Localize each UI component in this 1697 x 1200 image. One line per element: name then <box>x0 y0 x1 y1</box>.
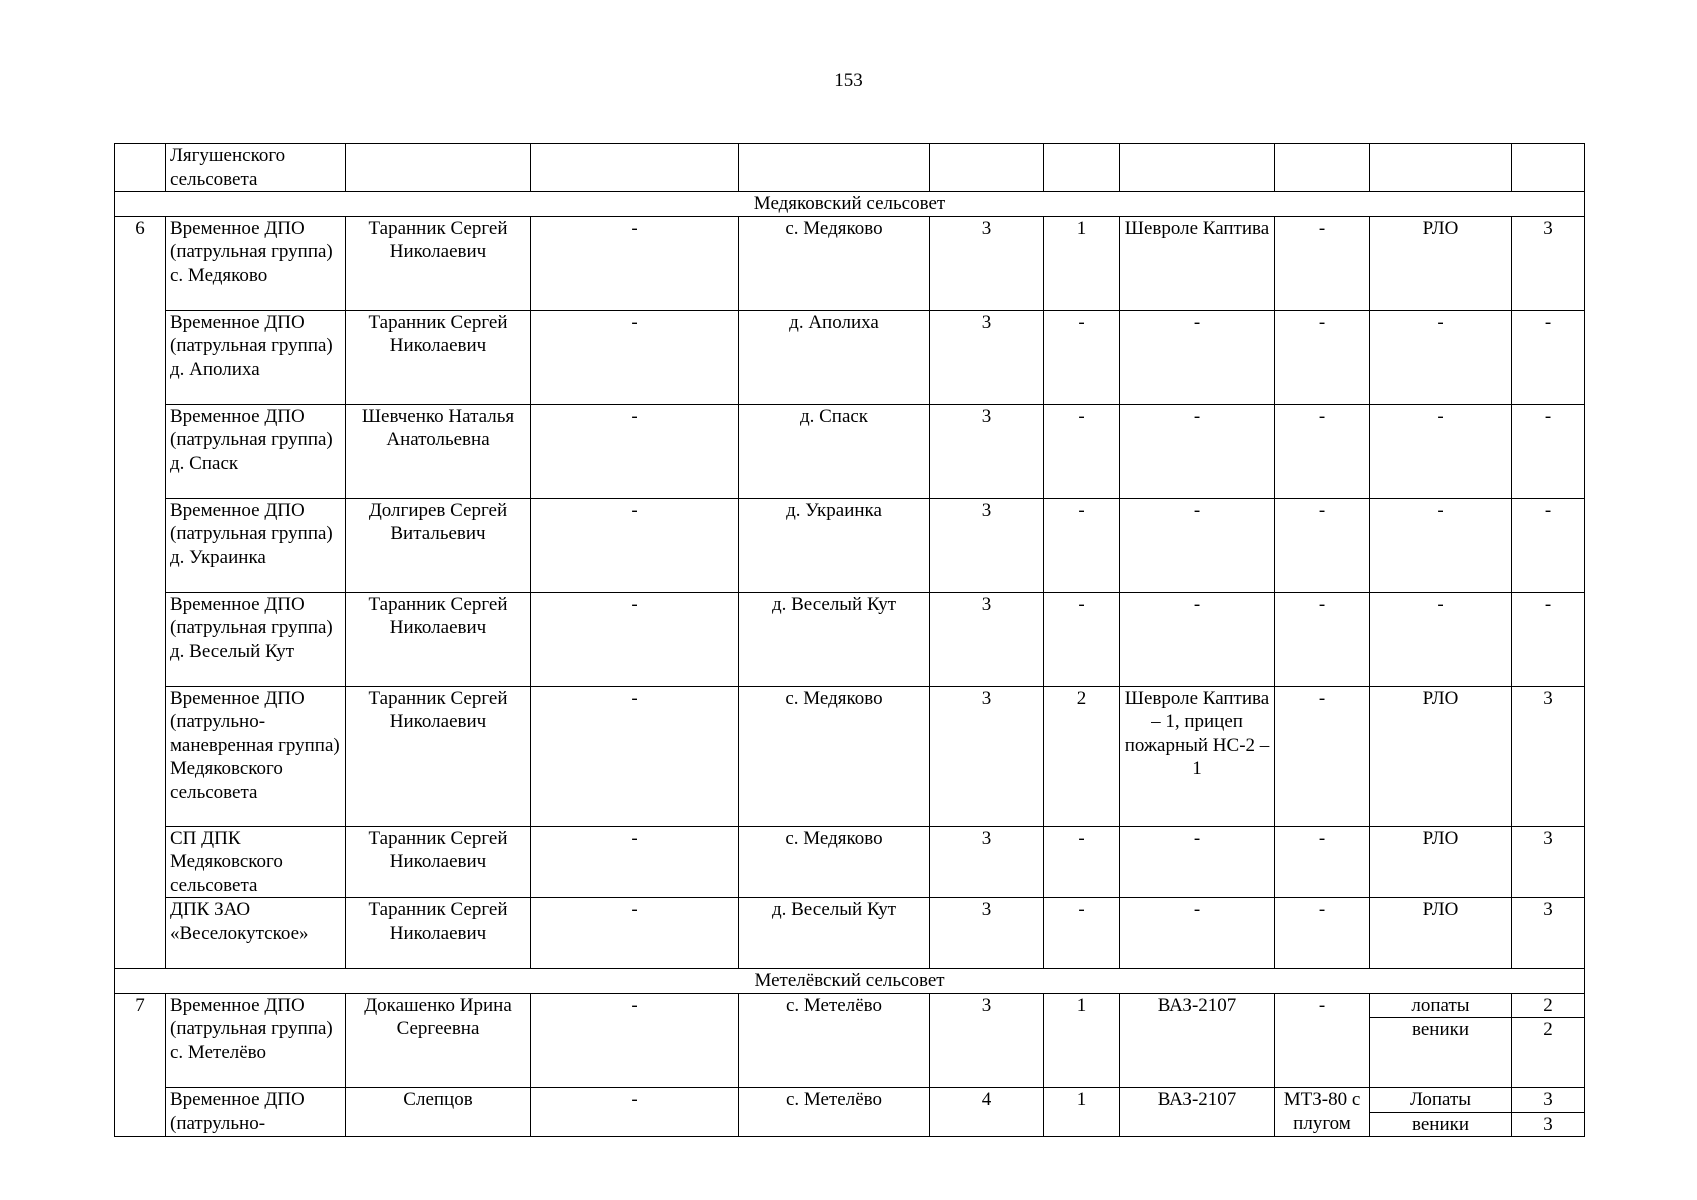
table-row <box>115 1088 1585 1113</box>
table-row <box>115 826 1585 898</box>
table-row <box>115 498 1585 592</box>
vehicle-count-cell: 1 <box>1044 1088 1120 1137</box>
vehicle-count-cell: - <box>1044 826 1120 898</box>
people-count-cell: 3 <box>930 993 1044 1088</box>
phone-cell: - <box>531 993 739 1088</box>
location-cell: д. Аполиха <box>739 310 930 404</box>
location-cell: с. Метелёво <box>739 1088 930 1137</box>
unit-name-cell: Временное ДПО (патрульная группа) д. Веселый Кут <box>166 592 346 686</box>
equipment-cell: Лопаты <box>1370 1088 1512 1113</box>
row-number-cell: 6 <box>115 216 166 969</box>
technique-cell: - <box>1275 826 1370 898</box>
people-count-cell: 3 <box>930 898 1044 969</box>
location-cell: д. Веселый Кут <box>739 898 930 969</box>
vehicle-count-cell: - <box>1044 310 1120 404</box>
equipment-cell: - <box>1370 592 1512 686</box>
technique-cell: - <box>1275 404 1370 498</box>
continuation-row <box>115 144 1585 192</box>
equipment-cell: РЛО <box>1370 898 1512 969</box>
location-cell: с. Метелёво <box>739 993 930 1088</box>
vehicle-count-cell: - <box>1044 592 1120 686</box>
vehicle-type-cell: - <box>1120 826 1275 898</box>
vehicle-count-cell: 1 <box>1044 993 1120 1088</box>
section-title: Медяковский сельсовет <box>115 192 1585 217</box>
location-cell: д. Спаск <box>739 404 930 498</box>
head-name-cell: Шевченко Наталья Анатольевна <box>346 404 531 498</box>
vehicle-count-cell: 1 <box>1044 216 1120 310</box>
people-count-cell: 3 <box>930 592 1044 686</box>
equipment-qty-cell: 3 <box>1512 1088 1585 1113</box>
section-title: Метелёвский сельсовет <box>115 969 1585 994</box>
row-number-cell: 7 <box>115 993 166 1137</box>
table-row <box>115 404 1585 498</box>
location-cell: д. Украинка <box>739 498 930 592</box>
vehicle-count-cell: - <box>1044 898 1120 969</box>
unit-name-cell: Временное ДПО (патрульно- <box>166 1088 346 1137</box>
table-row <box>115 310 1585 404</box>
head-name-cell: Слепцов <box>346 1088 531 1137</box>
vehicle-count-cell: 2 <box>1044 686 1120 826</box>
technique-cell: - <box>1275 498 1370 592</box>
fire-units-table <box>114 143 1585 1137</box>
table-row <box>115 216 1585 310</box>
unit-name-cell: Временное ДПО (патрульно-маневренная группа) Медяковского сельсовета <box>166 686 346 826</box>
phone-cell: - <box>531 404 739 498</box>
people-count-cell: 3 <box>930 686 1044 826</box>
vehicle-type-cell: Шевроле Каптива – 1, прицеп пожарный НС-2 – 1 <box>1120 686 1275 826</box>
vehicle-type-cell: - <box>1120 498 1275 592</box>
people-count-cell: 4 <box>930 1088 1044 1137</box>
head-name-cell: Долгирев Сергей Витальевич <box>346 498 531 592</box>
vehicle-type-cell: - <box>1120 592 1275 686</box>
head-name-cell: Докашенко Ирина Сергеевна <box>346 993 531 1088</box>
technique-cell: МТЗ-80 с плугом <box>1275 1088 1370 1137</box>
unit-name-cell: Лягушенского сельсовета <box>166 144 346 192</box>
location-cell: с. Медяково <box>739 216 930 310</box>
vehicle-count-cell: - <box>1044 498 1120 592</box>
vehicle-type-cell: ВАЗ-2107 <box>1120 1088 1275 1137</box>
vehicle-type-cell: - <box>1120 404 1275 498</box>
phone-cell: - <box>531 898 739 969</box>
phone-cell: - <box>531 1088 739 1137</box>
head-name-cell: Таранник Сергей Николаевич <box>346 686 531 826</box>
equipment-qty-cell: 3 <box>1512 686 1585 826</box>
technique-cell: - <box>1275 686 1370 826</box>
unit-name-cell: ДПК ЗАО «Веселокутское» <box>166 898 346 969</box>
section-header-row <box>115 969 1585 994</box>
equipment-qty-cell: 3 <box>1512 898 1585 969</box>
unit-name-cell: Временное ДПО (патрульная группа) д. Аполиха <box>166 310 346 404</box>
table-row <box>115 898 1585 969</box>
table-row <box>115 592 1585 686</box>
people-count-cell: 3 <box>930 216 1044 310</box>
technique-cell: - <box>1275 310 1370 404</box>
people-count-cell: 3 <box>930 310 1044 404</box>
phone-cell: - <box>531 826 739 898</box>
equipment-qty-cell: - <box>1512 592 1585 686</box>
section-header-row <box>115 192 1585 217</box>
people-count-cell: 3 <box>930 404 1044 498</box>
equipment-cell: РЛО <box>1370 216 1512 310</box>
equipment-qty-cell: 3 <box>1512 826 1585 898</box>
phone-cell: - <box>531 686 739 826</box>
vehicle-type-cell: ВАЗ-2107 <box>1120 993 1275 1088</box>
phone-cell: - <box>531 310 739 404</box>
head-name-cell: Таранник Сергей Николаевич <box>346 898 531 969</box>
equipment-qty-cell: 3 <box>1512 216 1585 310</box>
technique-cell: - <box>1275 898 1370 969</box>
vehicle-type-cell: - <box>1120 310 1275 404</box>
location-cell: д. Веселый Кут <box>739 592 930 686</box>
equipment-qty-cell: - <box>1512 404 1585 498</box>
unit-name-cell: Временное ДПО (патрульная группа) с. Медяково <box>166 216 346 310</box>
location-cell: с. Медяково <box>739 686 930 826</box>
head-name-cell: Таранник Сергей Николаевич <box>346 826 531 898</box>
table-row <box>115 686 1585 826</box>
equipment-qty-cell: 2 <box>1512 993 1585 1018</box>
equipment-cell: веники <box>1370 1018 1512 1088</box>
location-cell: с. Медяково <box>739 826 930 898</box>
people-count-cell: 3 <box>930 826 1044 898</box>
equipment-qty-cell: - <box>1512 498 1585 592</box>
equipment-cell: - <box>1370 310 1512 404</box>
unit-name-cell: Временное ДПО (патрульная группа) д. Украинка <box>166 498 346 592</box>
vehicle-type-cell: - <box>1120 898 1275 969</box>
vehicle-type-cell: Шевроле Каптива <box>1120 216 1275 310</box>
equipment-cell: лопаты <box>1370 993 1512 1018</box>
equipment-cell: РЛО <box>1370 686 1512 826</box>
technique-cell: - <box>1275 993 1370 1088</box>
equipment-qty-cell: 3 <box>1512 1112 1585 1137</box>
head-name-cell: Таранник Сергей Николаевич <box>346 216 531 310</box>
technique-cell: - <box>1275 592 1370 686</box>
equipment-cell: РЛО <box>1370 826 1512 898</box>
phone-cell: - <box>531 592 739 686</box>
row-number-cell <box>115 144 166 192</box>
equipment-qty-cell: - <box>1512 310 1585 404</box>
equipment-qty-cell: 2 <box>1512 1018 1585 1088</box>
unit-name-cell: СП ДПК Медяковского сельсовета <box>166 826 346 898</box>
head-name-cell: Таранник Сергей Николаевич <box>346 310 531 404</box>
phone-cell: - <box>531 216 739 310</box>
equipment-cell: веники <box>1370 1112 1512 1137</box>
equipment-cell: - <box>1370 404 1512 498</box>
table-row <box>115 993 1585 1018</box>
vehicle-count-cell: - <box>1044 404 1120 498</box>
page-number: 153 <box>834 70 863 91</box>
head-name-cell: Таранник Сергей Николаевич <box>346 592 531 686</box>
phone-cell: - <box>531 498 739 592</box>
equipment-cell: - <box>1370 498 1512 592</box>
technique-cell: - <box>1275 216 1370 310</box>
unit-name-cell: Временное ДПО (патрульная группа) с. Метелёво <box>166 993 346 1088</box>
people-count-cell: 3 <box>930 498 1044 592</box>
unit-name-cell: Временное ДПО (патрульная группа) д. Спаск <box>166 404 346 498</box>
